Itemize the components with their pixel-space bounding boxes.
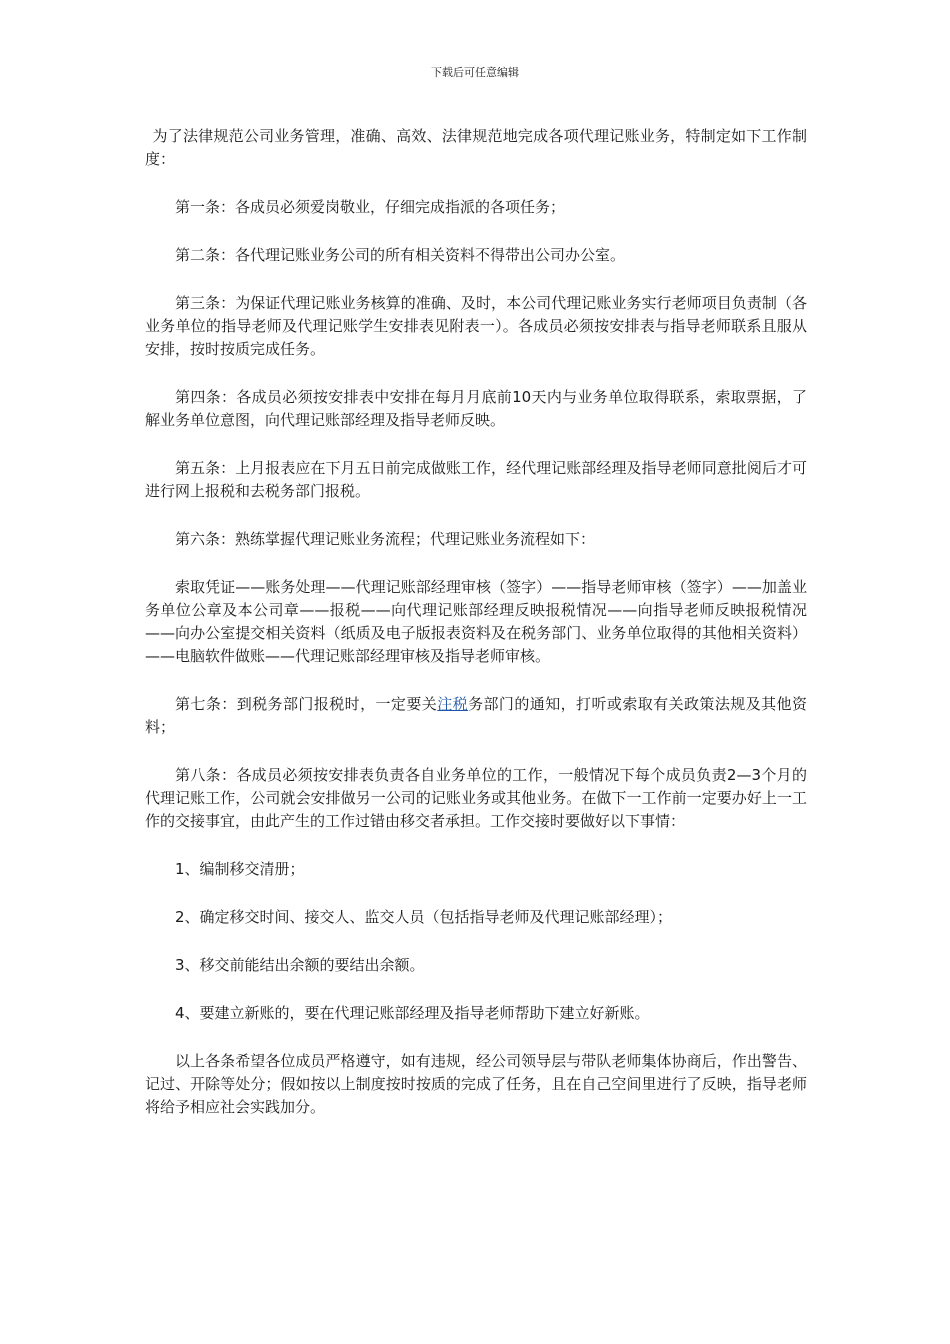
article-2: 第二条：各代理记账业务公司的所有相关资料不得带出公司办公室。 — [175, 246, 626, 264]
article-7-text-after: 务部门的通知，打听或索取有关政策法规及其他资料； — [145, 695, 807, 736]
handover-item: 4、要建立新账的，要在代理记账部经理及指导老师帮助下建立好新账。 — [175, 1004, 650, 1022]
article-5: 第五条：上月报表应在下月五日前完成做账工作，经代理记账部经理及指导老师同意批阅后才可进行网上报税和去税务部门报税。 — [145, 459, 807, 500]
article-6: 第六条：熟练掌握代理记账业务流程；代理记账业务流程如下： — [175, 530, 596, 548]
article-1: 第一条：各成员必须爱岗敬业，仔细完成指派的各项任务； — [175, 198, 566, 216]
tax-link[interactable]: 注税 — [437, 695, 469, 713]
closing-paragraph: 以上各条希望各位成员严格遵守，如有违规，经公司领导层与带队老师集体协商后，作出警告、记过、开除等处分；假如按以上制度按时按质的完成了任务，且在自己空间里进行了反映，指导老师将给予相应社会实践加分。 — [145, 1052, 807, 1116]
document-body — [145, 125, 807, 1119]
article-7 — [145, 693, 807, 739]
workflow-paragraph: 索取凭证——账务处理——代理记账部经理审核（签字）——指导老师审核（签字）——加盖业务单位公章及本公司章——报税——向代理记账部经理反映报税情况——向指导老师反映报税情况——向办公室提交相关资料（纸质及电子版报表资料及在税务部门、业务单位取得的其他相关资料）——电脑软件做账——代理记账部经理审核及指导老师审核。 — [145, 578, 807, 665]
handover-item: 1、编制移交清册； — [175, 860, 305, 878]
intro-paragraph: 为了法律规范公司业务管理，准确、高效、法律规范地完成各项代理记账业务，特制定如下工作制度： — [145, 127, 807, 168]
article-4: 第四条：各成员必须按安排表中安排在每月月底前10天内与业务单位取得联系，索取票据，了解业务单位意图，向代理记账部经理及指导老师反映。 — [145, 388, 807, 429]
handover-item: 2、确定移交时间、接交人、监交人员（包括指导老师及代理记账部经理）； — [175, 908, 673, 926]
page-header: 下载后可任意编辑 — [431, 66, 519, 79]
article-8: 第八条：各成员必须按安排表负责各自业务单位的工作，一般情况下每个成员负责2—3个月的代理记账工作，公司就会安排做另一公司的记账业务或其他业务。在做下一工作前一定要办好上一工作的交接事宜，由此产生的工作过错由移交者承担。工作交接时要做好以下事情： — [145, 766, 807, 830]
article-7-text-before: 第七条：到税务部门报税时，一定要关 — [175, 695, 438, 713]
article-3: 第三条：为保证代理记账业务核算的准确、及时，本公司代理记账业务实行老师项目负责制（各业务单位的指导老师及代理记账学生安排表见附表一）。各成员必须按安排表与指导老师联系且服从安排，按时按质完成任务。 — [145, 294, 807, 358]
handover-item: 3、移交前能结出余额的要结出余额。 — [175, 956, 425, 974]
